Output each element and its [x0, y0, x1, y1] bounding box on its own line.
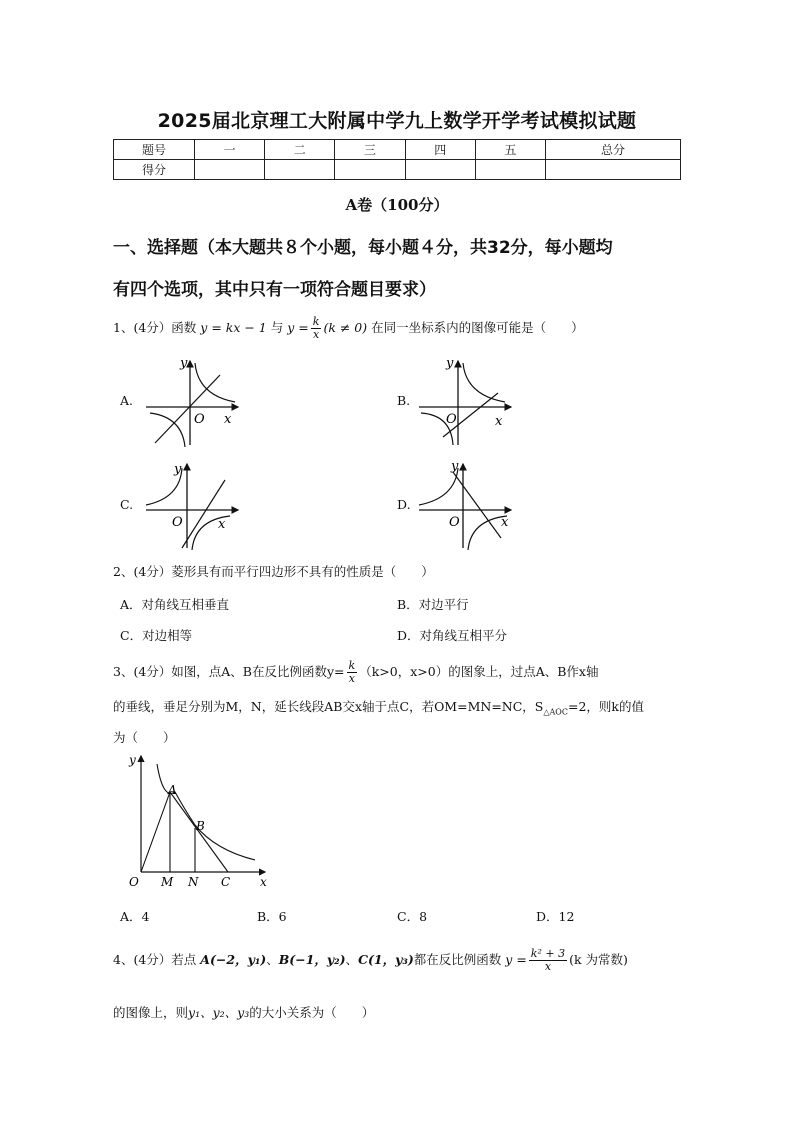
fig-a-label: A [168, 783, 177, 797]
q3-option-c[interactable]: C．8 [397, 909, 428, 924]
q4-frac-den: x [544, 960, 552, 973]
q4-point-a: A(−2，y₁) [200, 952, 267, 967]
hyperbola-curve [157, 764, 255, 860]
score-input-cell [475, 160, 545, 180]
q1-frac-den: x [312, 328, 320, 341]
question-3-line2 [113, 697, 683, 723]
q1-graph-d [413, 458, 518, 553]
fig-n-label: N [188, 875, 199, 889]
q1-option-d-label[interactable]: D. [397, 497, 411, 512]
q3-option-b[interactable]: B．6 [257, 909, 287, 924]
x-axis-label: x [495, 414, 503, 429]
question-1-stem [113, 316, 683, 341]
q1-frac-num: k [312, 315, 320, 328]
q3-text-a: 3、(4分）如图，点A、B在反比例函数y= [113, 664, 345, 679]
y-axis-label: y [451, 459, 459, 474]
segment-OA [141, 792, 170, 872]
fig-c-label: C [221, 875, 231, 889]
hyperbola-branch-1 [463, 363, 505, 402]
q2-option-a[interactable]: A．对角线互相垂直 [120, 597, 230, 612]
x-axis-label: x [224, 412, 232, 427]
part1-heading-line1: 一、选择题（本大题共８个小题，每小题４分，共32分，每小题均 [113, 238, 613, 258]
q2-option-c[interactable]: C．对边相等 [120, 628, 193, 643]
q4-text-a: 4、(4分）若点 [113, 952, 197, 967]
score-input-cell [265, 160, 335, 180]
q1-connector: 与 [270, 320, 284, 335]
table-cell: 二 [265, 140, 335, 160]
origin-label: O [449, 515, 460, 530]
hyperbola-branch-1 [195, 363, 235, 402]
y-axis-label: y [174, 462, 182, 477]
table-cell: 四 [405, 140, 475, 160]
q4-line2-b: 的大小关系为（ ） [249, 1005, 375, 1020]
line-graph [182, 480, 225, 548]
q3-frac-den: x [348, 672, 355, 685]
q1-condition: (k ≠ 0) [323, 320, 368, 335]
q1-graph-c [140, 458, 245, 553]
score-input-cell [405, 160, 475, 180]
fig-m-label: M [161, 875, 174, 889]
table-cell: 三 [335, 140, 405, 160]
q4-vars: y₁、y₂、y₃ [188, 1005, 250, 1020]
q4-func-note: (k 为常数) [569, 952, 628, 967]
q3-figure [115, 750, 275, 890]
q2-option-b[interactable]: B．对边平行 [397, 597, 469, 612]
score-input-cell [195, 160, 265, 180]
fig-x-label: x [260, 875, 267, 889]
q1-option-c-label[interactable]: C. [120, 497, 134, 512]
q4-func-left: y = [505, 952, 527, 967]
origin-label: O [446, 412, 457, 427]
q3-fraction [347, 660, 358, 685]
q1-graph-a [140, 355, 245, 450]
q3-line2-end: =2，则k的值 [567, 699, 644, 714]
table-cell: 题号 [114, 140, 195, 160]
q3-option-d[interactable]: D．12 [536, 909, 575, 924]
table-cell: 总分 [546, 140, 681, 160]
q3-line2-text: 的垂线，垂足分别为M，N，延长线段AB交x轴于点C，若OM=MN=NC，S [113, 699, 544, 714]
line-graph [155, 375, 220, 443]
question-4-line2 [113, 1003, 683, 1023]
q3-frac-num: k [348, 659, 356, 672]
table-cell: 五 [475, 140, 545, 160]
fig-y-label: y [129, 753, 136, 767]
q2-option-d[interactable]: D．对角线互相平分 [397, 628, 508, 643]
q3-subscript: △AOC [543, 707, 568, 717]
q3-text-b: （k>0，x>0）的图象上，过点A、B作x轴 [359, 664, 599, 679]
table-cell: 得分 [114, 160, 195, 180]
question-3-line1 [113, 660, 683, 685]
q1-fraction [311, 316, 322, 341]
q1-prefix: 1、(4分）函数 [113, 320, 197, 335]
score-table [113, 139, 681, 180]
origin-label: O [194, 412, 205, 427]
q3-option-a[interactable]: A．4 [120, 909, 150, 924]
q4-point-c: C(1，y₃) [358, 952, 414, 967]
y-axis-label: y [446, 356, 454, 371]
origin-label: O [172, 515, 183, 530]
fig-o-label: O [129, 875, 139, 889]
section-a-heading: A卷（100分） [345, 196, 449, 214]
question-2-stem: 2、(4分）菱形具有而平行四边形不具有的性质是（ ） [113, 564, 434, 579]
q4-fraction [529, 948, 567, 973]
q1-suffix: 在同一坐标系内的图像可能是（ ） [371, 320, 584, 335]
q4-frac-num: k² + 3 [530, 947, 566, 960]
q4-point-b: B(−1，y₂) [278, 952, 346, 967]
q4-text-b: 都在反比例函数 [413, 952, 502, 967]
q1-option-b-label[interactable]: B. [397, 393, 411, 408]
score-input-cell [335, 160, 405, 180]
x-axis-label: x [501, 515, 509, 530]
x-axis-label: x [218, 517, 226, 532]
q1-function-2-left: y = [287, 320, 309, 335]
q1-option-a-label[interactable]: A. [120, 393, 134, 408]
score-table-header-row [114, 140, 681, 160]
score-table-score-row [114, 160, 681, 180]
question-3-line3: 为（ ） [113, 730, 176, 745]
q1-graph-b [413, 355, 518, 450]
part1-heading-line2: 有四个选项，其中只有一项符合题目要求） [113, 280, 436, 300]
score-input-cell [546, 160, 681, 180]
y-axis-label: y [180, 356, 188, 371]
question-4-line1: 4、(4分）若点 A(−2，y₁)、B(−1，y₂)、C(1，y₃)都在反比例函数 y = $\frac{\text{k² + 3}}{x}$ (k 为常数) [113, 947, 628, 973]
q4-line2-a: 的图像上，则 [113, 1005, 189, 1020]
q1-function-1: y = kx − 1 [200, 320, 267, 335]
table-cell: 一 [195, 140, 265, 160]
page-title: 2025届北京理工大附属中学九上数学开学考试模拟试题 [157, 110, 637, 132]
fig-b-label: B [196, 819, 205, 833]
